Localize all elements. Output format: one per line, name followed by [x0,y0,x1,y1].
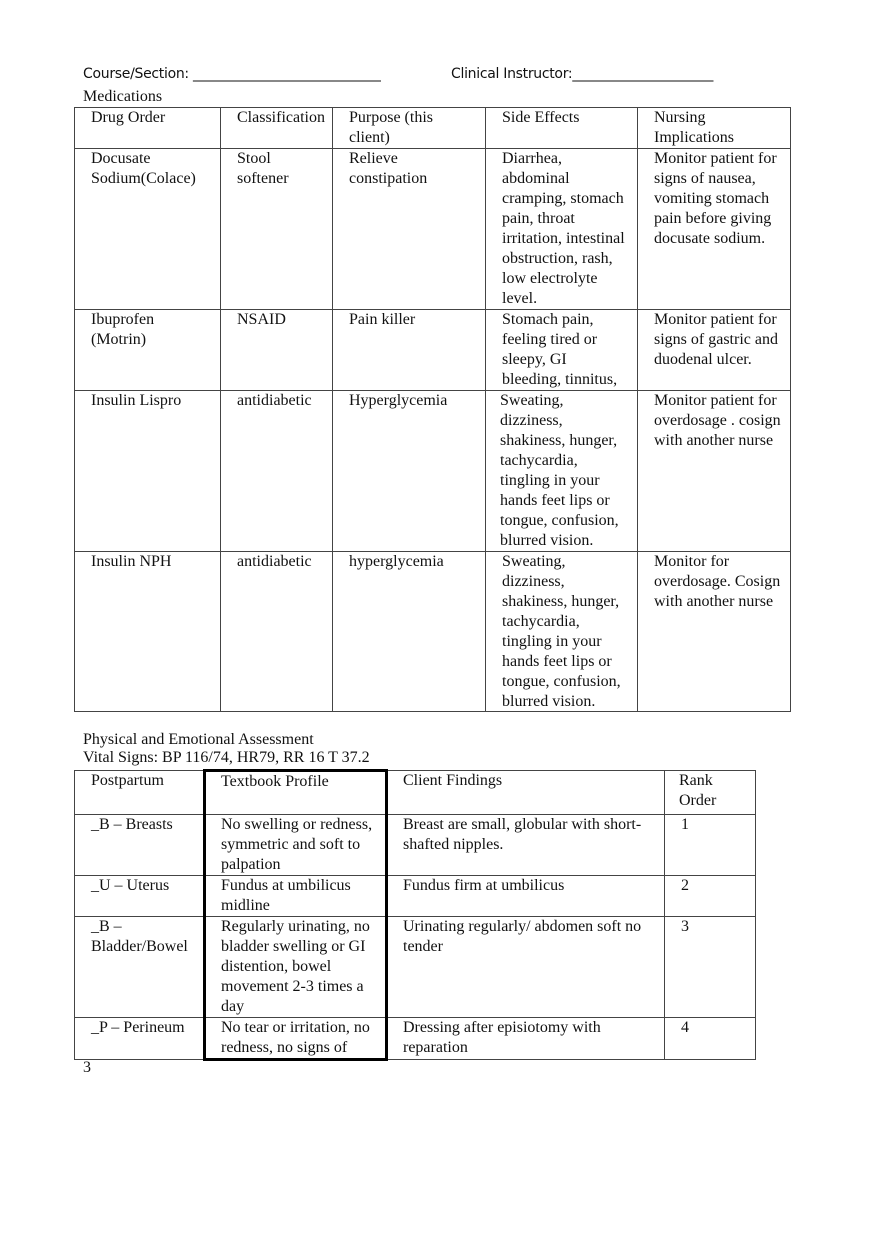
column-header: Postpartum [91,772,164,789]
cell: Monitor patient for signs of nausea, vomiting stomach pain before giving docusate sodium. [654,150,777,247]
cell: No swelling or redness, symmetric and soft to palpation [221,816,373,873]
column-header: Nursing Implications [654,109,734,146]
cell: Monitor patient for overdosage . cosign with another nurse [654,392,781,449]
clinical-instructor-field: Clinical Instructor:_____________________ [451,66,714,82]
cell: Sweating, dizziness, shakiness, hunger, tachycardia, tingling in your hands feet lips or tongue, confusion, blurred vision. [502,553,621,710]
cell: Hyperglycemia [349,392,448,409]
table-row [75,552,791,712]
cell: _P – Perineum [91,1019,185,1036]
cell: Docusate Sodium(Colace) [91,150,196,187]
cell: antidiabetic [237,392,312,409]
table-row [75,815,756,876]
cell: hyperglycemia [349,553,444,570]
cell: Stomach pain, feeling tired or sleepy, GI bleeding, tinnitus, [502,311,618,388]
cell: 4 [681,1019,689,1036]
cell: Fundus at umbilicus midline [221,877,351,914]
cell: Relieve constipation [349,150,428,187]
cell: Urinating regularly/ abdomen soft no tender [403,918,642,955]
assessment-heading: Physical and Emotional Assessment [83,731,314,748]
cell: Monitor for overdosage. Cosign with another nurse [654,553,781,610]
page-number: 3 [83,1059,91,1076]
table-row [75,1018,756,1060]
column-header: Rank Order [679,772,717,809]
cell: _B – Breasts [91,816,173,833]
cell: Fundus firm at umbilicus [403,877,565,894]
cell: _U – Uterus [91,877,170,894]
table-header-row [75,771,756,815]
vital-signs: Vital Signs: BP 116/74, HR79, RR 16 T 37.2 [83,749,370,766]
assessment-table [74,769,756,1061]
medications-heading: Medications [83,88,163,105]
cell: Sweating, dizziness, shakiness, hunger, tachycardia, tingling in your hands feet lips or tongue, confusion, blurred vision. [500,392,619,549]
column-header: Purpose (this client) [349,109,433,146]
cell: Stool softener [237,150,289,187]
column-header: Side Effects [502,109,580,126]
table-row [75,310,791,391]
cell: 3 [681,918,689,935]
cell: Diarrhea, abdominal cramping, stomach pain, throat irritation, intestinal obstruction, rash, low electrolyte level. [502,150,625,307]
cell: antidiabetic [237,553,312,570]
cell: Pain killer [349,311,416,328]
cell: No tear or irritation, no redness, no signs of [221,1019,370,1056]
cell: Insulin Lispro [91,392,182,409]
cell: Dressing after episiotomy with reparation [403,1019,601,1056]
cell: _B – Bladder/Bowel [91,918,188,955]
cell: 1 [681,816,689,833]
table-row [75,876,756,917]
course-section-field: Course/Section: ____________________________ [83,66,381,82]
table-row [75,149,791,310]
cell: Insulin NPH [91,553,172,570]
column-header: Drug Order [91,109,166,126]
table-header-row [75,108,791,149]
cell: Breast are small, globular with short- shafted nipples. [403,816,642,853]
cell: Ibuprofen (Motrin) [91,311,155,348]
column-header: Client Findings [403,772,503,789]
cell: Monitor patient for signs of gastric and duodenal ulcer. [654,311,778,368]
cell: 2 [681,877,689,894]
table-row [75,391,791,552]
cell: NSAID [237,311,286,328]
column-header: Textbook Profile [221,773,329,790]
medications-table [74,107,791,712]
column-header: Classification [237,109,325,126]
cell: Regularly urinating, no bladder swelling or GI distention, bowel movement 2-3 times a day [221,918,370,1015]
table-row [75,917,756,1018]
